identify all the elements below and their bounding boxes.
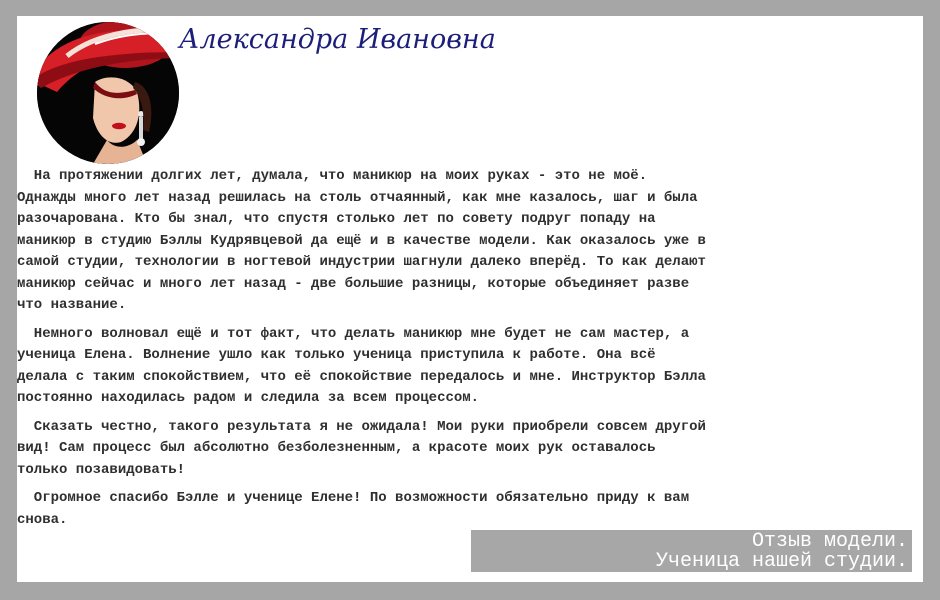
caption-line-reviewer-role: Ученица нашей студии. — [655, 550, 908, 573]
review-paragraph: Немного волновал ещё и тот факт, что делать маникюр мне будет не сам мастер, а ученица Елена. Волнение ушло как только ученица приступила к работе. Она всё делала с таким спокойствием, что её спокойствие передалось и мне. Инструктор Бэлла постоянно находилась радом и следила за всем процессом. — [17, 325, 706, 406]
review-card — [17, 16, 923, 582]
review-text — [17, 166, 923, 538]
review-caption — [471, 530, 912, 572]
caption-line-review-type: Отзыв модели. — [751, 530, 908, 553]
reviewer-avatar — [37, 22, 179, 164]
woman-in-red-hat-portrait-icon — [37, 22, 179, 164]
review-paragraph: Огромное спасибо Бэлле и ученице Елене! По возможности обязательно приду к вам снова. — [17, 490, 690, 528]
review-paragraph: Сказать честно, такого результата я не ожидала! Мои руки приобрели совсем другой вид! Сам процесс был абсолютно безболезненным, а красоте моих рук оставалось только позавидовать! — [17, 418, 706, 478]
reviewer-name: Александра Ивановна — [179, 24, 496, 55]
review-paragraph: На протяжении долгих лет, думала, что маникюр на моих руках - это не моё. Однажды много лет назад решилась на столь отчаянный, как мне казалось, шаг и была разочарована. Кто бы знал, что спустя столько лет по совету подруг попаду на маникюр в студию Бэллы Кудрявцевой да ещё и в качестве модели. Как оказалось уже в самой студии, технологии в ногтевой индустрии шагнули далеко вперёд. То как делают маникюр сейчас и много лет назад - две большие разницы, которые объединяет разве что название. — [17, 168, 706, 313]
